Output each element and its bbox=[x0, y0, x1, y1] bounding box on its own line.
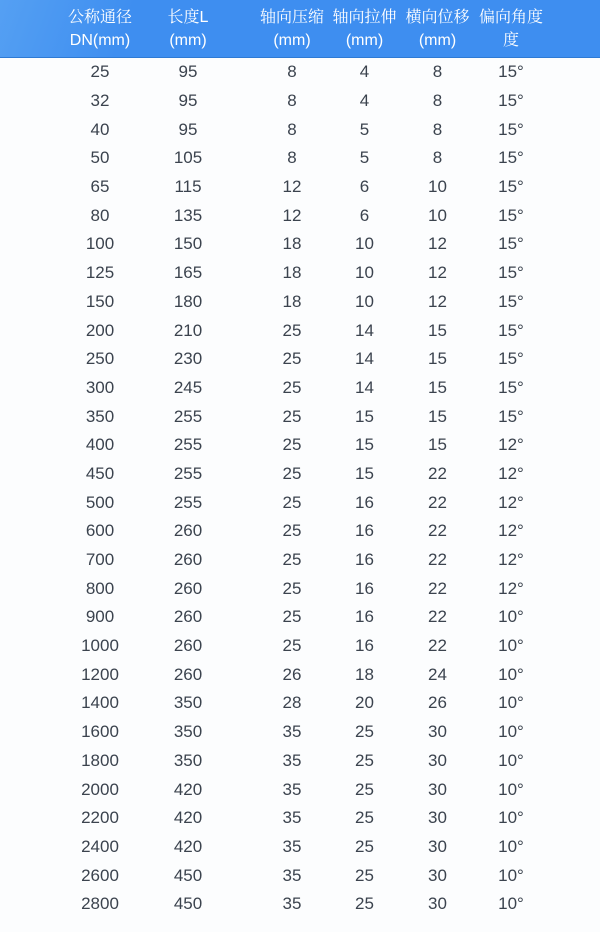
table-cell: 30 bbox=[428, 865, 447, 885]
table-cell: 1800 bbox=[81, 750, 119, 770]
table-cell: 35 bbox=[282, 722, 302, 742]
table-cell: 15 bbox=[428, 349, 447, 369]
table-cell: 18 bbox=[282, 263, 302, 283]
table-cell: 50 bbox=[90, 148, 110, 168]
table-cell: 25 bbox=[282, 406, 302, 426]
table-cell: 35 bbox=[282, 865, 302, 885]
table-cell: 10° bbox=[498, 607, 524, 627]
table-cell: 15° bbox=[498, 291, 524, 311]
table-cell: 255 bbox=[173, 463, 203, 483]
table-cell: 15° bbox=[498, 91, 524, 111]
table-cell: 14 bbox=[355, 377, 374, 397]
table-cell: 1400 bbox=[81, 693, 119, 713]
table-cell: 450 bbox=[173, 894, 203, 914]
table-row bbox=[0, 517, 600, 546]
table-cell: 10° bbox=[498, 636, 524, 656]
table-row bbox=[0, 288, 600, 317]
table-cell: 16 bbox=[355, 492, 374, 512]
table-cell: 245 bbox=[173, 377, 203, 397]
table-cell: 12° bbox=[498, 550, 524, 570]
header-line2: (mm) bbox=[418, 32, 457, 49]
table-cell: 700 bbox=[85, 550, 115, 570]
table-cell: 8 bbox=[432, 62, 443, 82]
table-cell: 2400 bbox=[81, 836, 119, 856]
table-cell: 12° bbox=[498, 463, 524, 483]
table-cell: 15° bbox=[498, 234, 524, 254]
header-line1: 横向位移 bbox=[405, 9, 470, 26]
table-cell: 30 bbox=[428, 750, 447, 770]
table-cell: 16 bbox=[355, 636, 374, 656]
table-cell: 25 bbox=[282, 435, 302, 455]
header-line1: 轴向拉伸 bbox=[332, 9, 397, 26]
table-cell: 18 bbox=[355, 664, 374, 684]
table-cell: 10° bbox=[498, 722, 524, 742]
table-cell: 450 bbox=[85, 463, 115, 483]
table-cell: 180 bbox=[173, 291, 203, 311]
table-cell: 12° bbox=[498, 521, 524, 541]
table-cell: 30 bbox=[428, 779, 447, 799]
table-cell: 260 bbox=[173, 664, 203, 684]
table-cell: 25 bbox=[282, 492, 302, 512]
table-row bbox=[0, 173, 600, 202]
table-row bbox=[0, 718, 600, 747]
table-cell: 30 bbox=[428, 836, 447, 856]
table-cell: 35 bbox=[282, 836, 302, 856]
table-cell: 260 bbox=[173, 607, 203, 627]
table-cell: 35 bbox=[282, 779, 302, 799]
table-cell: 30 bbox=[428, 722, 447, 742]
table-cell: 100 bbox=[85, 234, 115, 254]
table-cell: 6 bbox=[359, 205, 370, 225]
table-cell: 260 bbox=[173, 521, 203, 541]
table-row bbox=[0, 144, 600, 173]
table-row bbox=[0, 603, 600, 632]
table-cell: 260 bbox=[173, 550, 203, 570]
table-cell: 10 bbox=[355, 234, 374, 254]
table-cell: 8 bbox=[287, 119, 297, 139]
table-cell: 15° bbox=[498, 263, 524, 283]
table-cell: 10° bbox=[498, 664, 524, 684]
table-cell: 25 bbox=[355, 808, 374, 828]
table-cell: 12 bbox=[282, 177, 302, 197]
header-line1: 轴向压缩 bbox=[259, 9, 324, 26]
table-cell: 2000 bbox=[81, 779, 119, 799]
table-row bbox=[0, 58, 600, 87]
table-cell: 35 bbox=[282, 808, 302, 828]
table-cell: 15° bbox=[498, 205, 524, 225]
table-cell: 10 bbox=[355, 263, 374, 283]
table-cell: 15 bbox=[428, 406, 447, 426]
table-cell: 35 bbox=[282, 750, 302, 770]
table-cell: 12 bbox=[282, 205, 302, 225]
table-cell: 1000 bbox=[81, 636, 119, 656]
table-cell: 900 bbox=[85, 607, 115, 627]
table-cell: 8 bbox=[287, 148, 297, 168]
table-cell: 8 bbox=[287, 91, 297, 111]
header-line2: (mm) bbox=[273, 32, 311, 49]
table-cell: 210 bbox=[173, 320, 203, 340]
table-row bbox=[0, 316, 600, 345]
table-cell: 16 bbox=[355, 578, 374, 598]
table-cell: 40 bbox=[90, 119, 110, 139]
table-cell: 65 bbox=[90, 177, 110, 197]
table-cell: 25 bbox=[282, 550, 302, 570]
table-cell: 25 bbox=[355, 865, 374, 885]
table-cell: 420 bbox=[173, 779, 203, 799]
table-row bbox=[0, 402, 600, 431]
table-cell: 15 bbox=[355, 435, 374, 455]
table-cell: 15 bbox=[355, 406, 374, 426]
table-cell: 1200 bbox=[81, 664, 119, 684]
table-row bbox=[0, 87, 600, 116]
header-cell bbox=[240, 0, 328, 58]
table-cell: 10° bbox=[498, 894, 524, 914]
table-cell: 12 bbox=[428, 263, 447, 283]
header-line2: DN(mm) bbox=[69, 32, 131, 49]
table-cell: 420 bbox=[173, 808, 203, 828]
table-cell: 14 bbox=[355, 349, 374, 369]
table-cell: 25 bbox=[282, 463, 302, 483]
table-cell: 22 bbox=[428, 636, 447, 656]
table-cell: 15° bbox=[498, 119, 524, 139]
table-row bbox=[0, 201, 600, 230]
table-cell: 18 bbox=[282, 291, 302, 311]
header-line2: 度 bbox=[502, 32, 519, 49]
table-row bbox=[0, 804, 600, 833]
table-cell: 24 bbox=[428, 664, 447, 684]
table-cell: 15° bbox=[498, 349, 524, 369]
table-cell: 10° bbox=[498, 808, 524, 828]
header-line1: 偏向角度 bbox=[478, 9, 543, 26]
table-cell: 2200 bbox=[81, 808, 119, 828]
table-cell: 5 bbox=[359, 148, 370, 168]
table-cell: 16 bbox=[355, 521, 374, 541]
table-cell: 4 bbox=[359, 62, 370, 82]
table-cell: 25 bbox=[282, 320, 302, 340]
table-cell: 15 bbox=[428, 320, 447, 340]
table-cell: 25 bbox=[355, 779, 374, 799]
table-cell: 22 bbox=[428, 607, 447, 627]
table-cell: 230 bbox=[173, 349, 203, 369]
table-cell: 800 bbox=[85, 578, 115, 598]
table-cell: 12° bbox=[498, 435, 524, 455]
table-cell: 22 bbox=[428, 578, 447, 598]
header-cell bbox=[328, 0, 401, 58]
table-row bbox=[0, 115, 600, 144]
table-cell: 200 bbox=[85, 320, 115, 340]
header-cell bbox=[0, 0, 144, 58]
table-cell: 32 bbox=[90, 91, 110, 111]
table-cell: 12° bbox=[498, 492, 524, 512]
table-cell: 25 bbox=[282, 377, 302, 397]
table-cell: 15 bbox=[428, 435, 447, 455]
table-cell: 20 bbox=[355, 693, 374, 713]
table-cell: 500 bbox=[85, 492, 115, 512]
table-cell: 125 bbox=[85, 263, 115, 283]
table-cell: 25 bbox=[282, 578, 302, 598]
table-cell: 350 bbox=[173, 722, 203, 742]
header-line2: (mm) bbox=[345, 32, 384, 49]
table-cell: 6 bbox=[359, 177, 370, 197]
table-cell: 600 bbox=[85, 521, 115, 541]
table-cell: 25 bbox=[90, 62, 110, 82]
table-row bbox=[0, 546, 600, 575]
table-cell: 420 bbox=[173, 836, 203, 856]
table-row bbox=[0, 861, 600, 890]
table-cell: 25 bbox=[355, 894, 374, 914]
table-row bbox=[0, 632, 600, 661]
table-cell: 25 bbox=[282, 521, 302, 541]
table-cell: 2800 bbox=[81, 894, 119, 914]
table-cell: 165 bbox=[173, 263, 203, 283]
table-row bbox=[0, 747, 600, 776]
table-cell: 16 bbox=[355, 607, 374, 627]
table-cell: 35 bbox=[282, 894, 302, 914]
header-cell bbox=[401, 0, 474, 58]
table-cell: 15 bbox=[355, 463, 374, 483]
table-cell: 95 bbox=[178, 119, 198, 139]
table-row bbox=[0, 259, 600, 288]
table-cell: 8 bbox=[432, 91, 443, 111]
table-cell: 10° bbox=[498, 779, 524, 799]
table-cell: 12 bbox=[428, 234, 447, 254]
table-row bbox=[0, 775, 600, 804]
table-cell: 22 bbox=[428, 492, 447, 512]
table-cell: 25 bbox=[282, 636, 302, 656]
table-cell: 400 bbox=[85, 435, 115, 455]
table-cell: 15° bbox=[498, 377, 524, 397]
table-cell: 8 bbox=[287, 62, 297, 82]
table-cell: 2600 bbox=[81, 865, 119, 885]
table-cell: 95 bbox=[178, 91, 198, 111]
table-cell: 150 bbox=[85, 291, 115, 311]
table-cell: 12 bbox=[428, 291, 447, 311]
table-cell: 95 bbox=[178, 62, 198, 82]
table-cell: 260 bbox=[173, 636, 203, 656]
table-header bbox=[0, 0, 600, 58]
table-row bbox=[0, 890, 600, 919]
table-cell: 22 bbox=[428, 521, 447, 541]
table-header-row bbox=[0, 0, 600, 58]
table-cell: 12° bbox=[498, 578, 524, 598]
table-cell: 8 bbox=[432, 148, 443, 168]
table-cell: 350 bbox=[85, 406, 115, 426]
table-cell: 26 bbox=[428, 693, 447, 713]
table-cell: 15 bbox=[428, 377, 447, 397]
table-cell: 5 bbox=[359, 119, 370, 139]
table-cell: 105 bbox=[173, 148, 203, 168]
table-cell: 15° bbox=[498, 177, 524, 197]
table-cell: 150 bbox=[173, 234, 203, 254]
table-cell: 4 bbox=[359, 91, 370, 111]
table-row bbox=[0, 488, 600, 517]
table-cell: 350 bbox=[173, 693, 203, 713]
table-cell: 450 bbox=[173, 865, 203, 885]
table-cell: 25 bbox=[355, 836, 374, 856]
table-cell: 300 bbox=[85, 377, 115, 397]
header-line2: (mm) bbox=[169, 32, 207, 49]
table-row bbox=[0, 431, 600, 460]
table-cell: 1600 bbox=[81, 722, 119, 742]
table-cell: 15° bbox=[498, 62, 524, 82]
header-cell bbox=[144, 0, 240, 58]
table-cell: 115 bbox=[174, 177, 202, 197]
table-cell: 80 bbox=[90, 205, 110, 225]
table-cell: 25 bbox=[282, 349, 302, 369]
table-cell: 18 bbox=[282, 234, 302, 254]
table-cell: 15° bbox=[498, 148, 524, 168]
table-cell: 14 bbox=[355, 320, 374, 340]
table-cell: 10° bbox=[498, 693, 524, 713]
table-cell: 15° bbox=[498, 320, 524, 340]
table-cell: 255 bbox=[173, 406, 203, 426]
table-cell: 22 bbox=[428, 550, 447, 570]
table-cell: 255 bbox=[173, 435, 203, 455]
table-row bbox=[0, 660, 600, 689]
table-cell: 16 bbox=[355, 550, 374, 570]
table-cell: 10 bbox=[428, 177, 447, 197]
table-cell: 8 bbox=[432, 119, 443, 139]
table-row bbox=[0, 460, 600, 489]
table-cell: 30 bbox=[428, 808, 447, 828]
table-cell: 135 bbox=[173, 205, 203, 225]
table-cell: 10° bbox=[498, 865, 524, 885]
table-cell: 255 bbox=[173, 492, 203, 512]
table-cell: 26 bbox=[282, 664, 302, 684]
header-line1: 长度L bbox=[167, 9, 209, 26]
table-cell: 10° bbox=[498, 836, 524, 856]
table-cell: 22 bbox=[428, 463, 447, 483]
table-body bbox=[0, 58, 600, 919]
table-cell: 350 bbox=[173, 750, 203, 770]
table-cell: 30 bbox=[428, 894, 447, 914]
table-cell: 10 bbox=[428, 205, 447, 225]
table-row bbox=[0, 574, 600, 603]
table-cell: 28 bbox=[282, 693, 302, 713]
table-cell: 25 bbox=[355, 722, 374, 742]
table-cell: 10° bbox=[498, 750, 524, 770]
table-cell: 25 bbox=[282, 607, 302, 627]
table-cell: 250 bbox=[85, 349, 115, 369]
table-row bbox=[0, 689, 600, 718]
table-cell: 15° bbox=[498, 406, 524, 426]
header-line1: 公称通径 bbox=[67, 9, 132, 26]
table-cell: 25 bbox=[355, 750, 374, 770]
table-cell: 260 bbox=[173, 578, 203, 598]
table-row bbox=[0, 345, 600, 374]
table-row bbox=[0, 374, 600, 403]
table-row bbox=[0, 833, 600, 862]
table-cell: 10 bbox=[355, 291, 374, 311]
table-row bbox=[0, 230, 600, 259]
header-cell bbox=[474, 0, 600, 58]
